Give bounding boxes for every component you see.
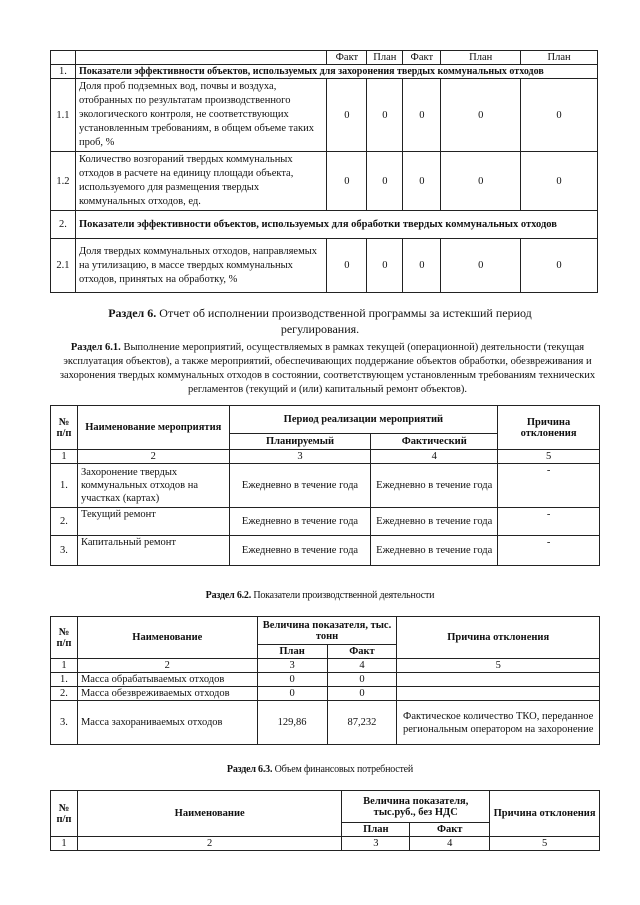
fact-period: Ежедневно в течение года	[371, 464, 498, 508]
col-header-reason: Причина отклонения	[397, 617, 600, 659]
fact-value: 0	[327, 687, 397, 701]
table-row	[51, 536, 600, 566]
table-row	[51, 152, 598, 211]
row-number: 1.2	[51, 152, 76, 211]
table-row	[51, 673, 600, 687]
plan-period: Ежедневно в течение года	[229, 508, 371, 536]
value-cell: 0	[521, 152, 598, 211]
fact-value: 0	[327, 673, 397, 687]
value-cell: 0	[521, 79, 598, 152]
row-number: 2.	[51, 508, 78, 536]
col-number: 4	[410, 837, 490, 851]
col-number: 3	[342, 837, 410, 851]
deviation-reason	[397, 687, 600, 701]
plan-period: Ежедневно в течение года	[229, 464, 371, 508]
col-number: 2	[77, 837, 341, 851]
col-number: 2	[77, 450, 229, 464]
section-6-2-text: Показатели производственной деятельности	[253, 590, 435, 601]
section-heading: Показатели эффективности объектов, используемых для обработки твердых коммунальных отходов	[75, 211, 597, 239]
indicator-name: Масса захораниваемых отходов	[77, 701, 257, 745]
row-number: 1.	[51, 464, 78, 508]
col-number: 3	[229, 450, 371, 464]
row-label: Доля твердых коммунальных отходов, направляемых на утилизацию, в массе твердых коммунальных отходов, принятых на обработку, %	[75, 239, 326, 293]
col-number: 1	[51, 659, 78, 673]
row-number: 3.	[51, 536, 78, 566]
col-number: 4	[327, 659, 397, 673]
section-6-2-label: Раздел 6.2.	[205, 590, 252, 601]
section-6-1-label: Раздел 6.1.	[70, 342, 121, 353]
section-6-text: Отчет об исполнении производственной программы за истекший период регулирования.	[159, 306, 532, 336]
col-header-value: Величина показателя, тыс.руб., без НДС	[342, 791, 490, 823]
col-header-name: Наименование	[77, 617, 257, 659]
fact-period: Ежедневно в течение года	[371, 536, 498, 566]
value-cell: 0	[327, 239, 367, 293]
row-number: 2.1	[51, 239, 76, 293]
col-number: 1	[51, 450, 78, 464]
section-6-3-text: Объем финансовых потребностей	[274, 764, 414, 775]
section-6-label: Раздел 6.	[108, 306, 157, 320]
blank-cell	[75, 51, 326, 65]
col-header-plan: Планируемый	[229, 434, 371, 450]
section-6-title	[0, 305, 640, 337]
col-header-num: № п/п	[51, 617, 78, 659]
col-number: 5	[397, 659, 600, 673]
col-header: План	[367, 51, 403, 65]
value-cell: 0	[441, 239, 521, 293]
section-heading: Показатели эффективности объектов, используемых для захоронения твердых коммунальных отходов	[75, 65, 597, 79]
col-header: План	[441, 51, 521, 65]
col-header-fact: Факт	[327, 645, 397, 659]
section-6-1-paragraph	[55, 341, 600, 397]
deviation-reason	[397, 673, 600, 687]
production-table	[50, 616, 600, 745]
plan-value: 129,86	[257, 701, 327, 745]
section-6-3-label: Раздел 6.3.	[226, 764, 273, 775]
table-row	[51, 687, 600, 701]
col-header-period: Период реализации мероприятий	[229, 406, 497, 434]
deviation-reason: -	[498, 536, 600, 566]
col-header: Факт	[403, 51, 441, 65]
measure-name: Текущий ремонт	[77, 508, 229, 536]
plan-value: 0	[257, 673, 327, 687]
col-number: 5	[490, 837, 600, 851]
value-cell: 0	[367, 152, 403, 211]
fact-period: Ежедневно в течение года	[371, 508, 498, 536]
col-header-plan: План	[257, 645, 327, 659]
plan-period: Ежедневно в течение года	[229, 536, 371, 566]
table-row	[51, 79, 598, 152]
row-number: 1.1	[51, 79, 76, 152]
row-number: 1.	[51, 673, 78, 687]
col-number: 1	[51, 837, 78, 851]
section-6-3-caption	[0, 764, 640, 775]
blank-cell	[51, 51, 76, 65]
col-number: 2	[77, 659, 257, 673]
col-header-reason: Причина отклонения	[490, 791, 600, 837]
col-header-value: Величина показателя, тыс. тонн	[257, 617, 397, 645]
value-cell: 0	[521, 239, 598, 293]
col-header-num: № п/п	[51, 406, 78, 450]
value-cell: 0	[367, 239, 403, 293]
col-number: 4	[371, 450, 498, 464]
value-cell: 0	[327, 152, 367, 211]
row-number: 2.	[51, 211, 76, 239]
table-row	[51, 239, 598, 293]
table-row	[51, 65, 598, 79]
value-cell: 0	[367, 79, 403, 152]
section-6-1-text: Выполнение мероприятий, осуществляемых в рамках текущей (операционной) деятельности (текущая эксплуатация объектов), а также мероприятий, обеспечивающих поддержание объектов обработки, обезвреживания и захоронения твердых коммунальных отходов в состоянии, соответствующем установленным требованиям технических регламентов (текущий и (или) капитальный ремонт объектов).	[59, 342, 596, 395]
measures-table	[50, 405, 600, 566]
table-row	[51, 464, 600, 508]
row-label: Доля проб подземных вод, почвы и воздуха, отобранных по результатам производственного экологического контроля, не соответствующих установленным требованиям, в общем объеме таких проб, %	[75, 79, 326, 152]
col-header-fact: Фактический	[371, 434, 498, 450]
table-row	[51, 701, 600, 745]
col-header-fact: Факт	[410, 823, 490, 837]
col-header-plan: План	[342, 823, 410, 837]
value-cell: 0	[403, 152, 441, 211]
table-row	[51, 508, 600, 536]
col-header-name: Наименование	[77, 791, 341, 837]
efficiency-table	[50, 50, 598, 293]
value-cell: 0	[441, 152, 521, 211]
col-header-num: № п/п	[51, 791, 78, 837]
col-header: Факт	[327, 51, 367, 65]
value-cell: 0	[403, 79, 441, 152]
indicator-name: Масса обрабатываемых отходов	[77, 673, 257, 687]
section-6-2-caption	[0, 590, 640, 601]
row-label: Количество возгораний твердых коммунальных отходов в расчете на единицу площади объекта, используемого для размещения твердых коммунальных отходов, ед.	[75, 152, 326, 211]
table-row	[51, 211, 598, 239]
col-number: 5	[498, 450, 600, 464]
deviation-reason: -	[498, 508, 600, 536]
col-number: 3	[257, 659, 327, 673]
col-header-reason: Причина отклонения	[498, 406, 600, 450]
row-number: 1.	[51, 65, 76, 79]
row-number: 2.	[51, 687, 78, 701]
finance-table	[50, 790, 600, 851]
fact-value: 87,232	[327, 701, 397, 745]
value-cell: 0	[327, 79, 367, 152]
deviation-reason: -	[498, 464, 600, 508]
value-cell: 0	[441, 79, 521, 152]
col-header: План	[521, 51, 598, 65]
row-number: 3.	[51, 701, 78, 745]
col-header-name: Наименование мероприятия	[77, 406, 229, 450]
deviation-reason: Фактическое количество ТКО, переданное региональным оператором на захоронение	[397, 701, 600, 745]
measure-name: Захоронение твердых коммунальных отходов на участках (картах)	[77, 464, 229, 508]
measure-name: Капитальный ремонт	[77, 536, 229, 566]
plan-value: 0	[257, 687, 327, 701]
value-cell: 0	[403, 239, 441, 293]
indicator-name: Масса обезвреживаемых отходов	[77, 687, 257, 701]
